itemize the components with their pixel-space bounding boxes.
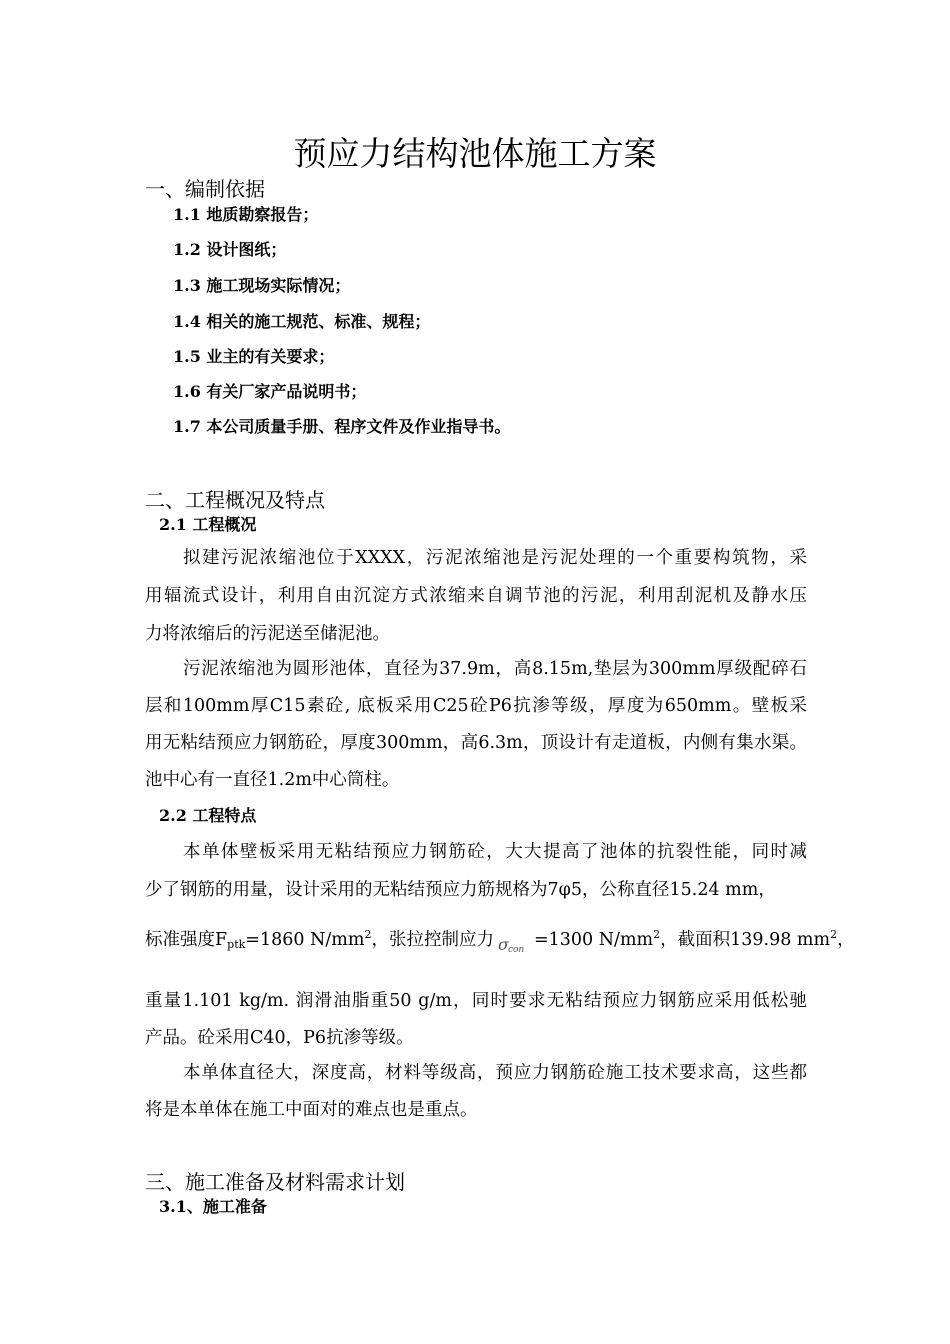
paragraph-line: 用无粘结预应力钢筋砼，厚度300mm，高6.3m，顶设计有走道板，内侧有集水渠。 <box>145 733 807 753</box>
area-value: ，截面积139.98 mm <box>660 930 831 950</box>
paragraph-line: 层和100mm厚C15素砼, 底板采用C25砼P6抗渗等级，厚度为650mm。壁板采 <box>145 696 807 716</box>
basis-item-6: 1.6 有关厂家产品说明书； <box>173 382 367 401</box>
basis-item-4: 1.4 相关的施工规范、标准、规程； <box>173 312 431 331</box>
basis-item-1: 1.1 地质勘察报告； <box>173 205 319 224</box>
document-title: 预应力结构池体施工方案 <box>293 134 657 173</box>
paragraph-line: 产品。砼采用C40，P6抗渗等级。 <box>145 1028 414 1048</box>
paragraph-line: 拟建污泥浓缩池位于XXXX，污泥浓缩池是污泥处理的一个重要构筑物，采 <box>183 548 807 568</box>
strength-subscript: ptk <box>227 938 246 951</box>
paragraph-line: 池中心有一直径1.2m中心筒柱。 <box>145 770 400 790</box>
subsection-3-1-heading: 3.1、施工准备 <box>159 1197 267 1216</box>
stress-label: ，张拉控制应力 <box>371 930 494 950</box>
basis-item-5: 1.5 业主的有关要求； <box>173 347 335 366</box>
basis-item-2: 1.2 设计图纸； <box>173 240 287 259</box>
strength-label: 标准强度F <box>145 930 228 950</box>
basis-item-7: 1.7 本公司质量手册、程序文件及作业指导书。 <box>173 417 511 436</box>
unit-exponent: 2 <box>364 928 372 941</box>
paragraph-line: 将是本单体在施工中面对的难点也是重点。 <box>145 1100 478 1120</box>
paragraph-line: 重量1.101 kg/m. 润滑油脂重50 g/m，同时要求无粘结预应力钢筋应采用低松驰 <box>145 991 807 1011</box>
paragraph-line: 力将浓缩后的污泥送至储泥池。 <box>145 624 390 644</box>
subsection-2-1-heading: 2.1 工程概况 <box>159 515 257 534</box>
strength-value: =1860 N/mm <box>245 930 365 950</box>
paragraph-line: 本单体直径大，深度高，材料等级高，预应力钢筋砼施工技术要求高，这些都 <box>183 1063 807 1083</box>
paragraph-line: 少了钢筋的用量，设计采用的无粘结预应力筋规格为7φ5，公称直径15.24 mm， <box>145 880 776 900</box>
unit-exponent: 2 <box>653 928 661 941</box>
stress-value: =1300 N/mm <box>533 930 654 950</box>
sigma-subscript: con <box>507 945 525 955</box>
section-3-heading: 三、施工准备及材料需求计划 <box>145 1170 405 1194</box>
sigma-con-symbol <box>494 931 534 955</box>
section-2-heading: 二、工程概况及特点 <box>145 488 325 512</box>
paragraph-line: 用辐流式设计，利用自由沉淀方式浓缩来自调节池的污泥，利用刮泥机及静水压 <box>145 586 807 606</box>
subsection-2-2-heading: 2.2 工程特点 <box>159 806 257 825</box>
unit-exponent: 2 <box>830 928 838 941</box>
sigma-glyph: σ <box>497 935 509 954</box>
paragraph-line: 污泥浓缩池为圆形池体，直径为37.9m，高8.15m,垫层为300mm厚级配碎石 <box>183 659 807 679</box>
formula-line <box>145 926 855 955</box>
basis-item-3: 1.3 施工现场实际情况； <box>173 276 351 295</box>
paragraph-line: 本单体壁板采用无粘结预应力钢筋砼，大大提高了池体的抗裂性能，同时减 <box>183 842 807 862</box>
section-1-heading: 一、编制依据 <box>145 177 265 201</box>
line-end: ， <box>837 930 855 950</box>
